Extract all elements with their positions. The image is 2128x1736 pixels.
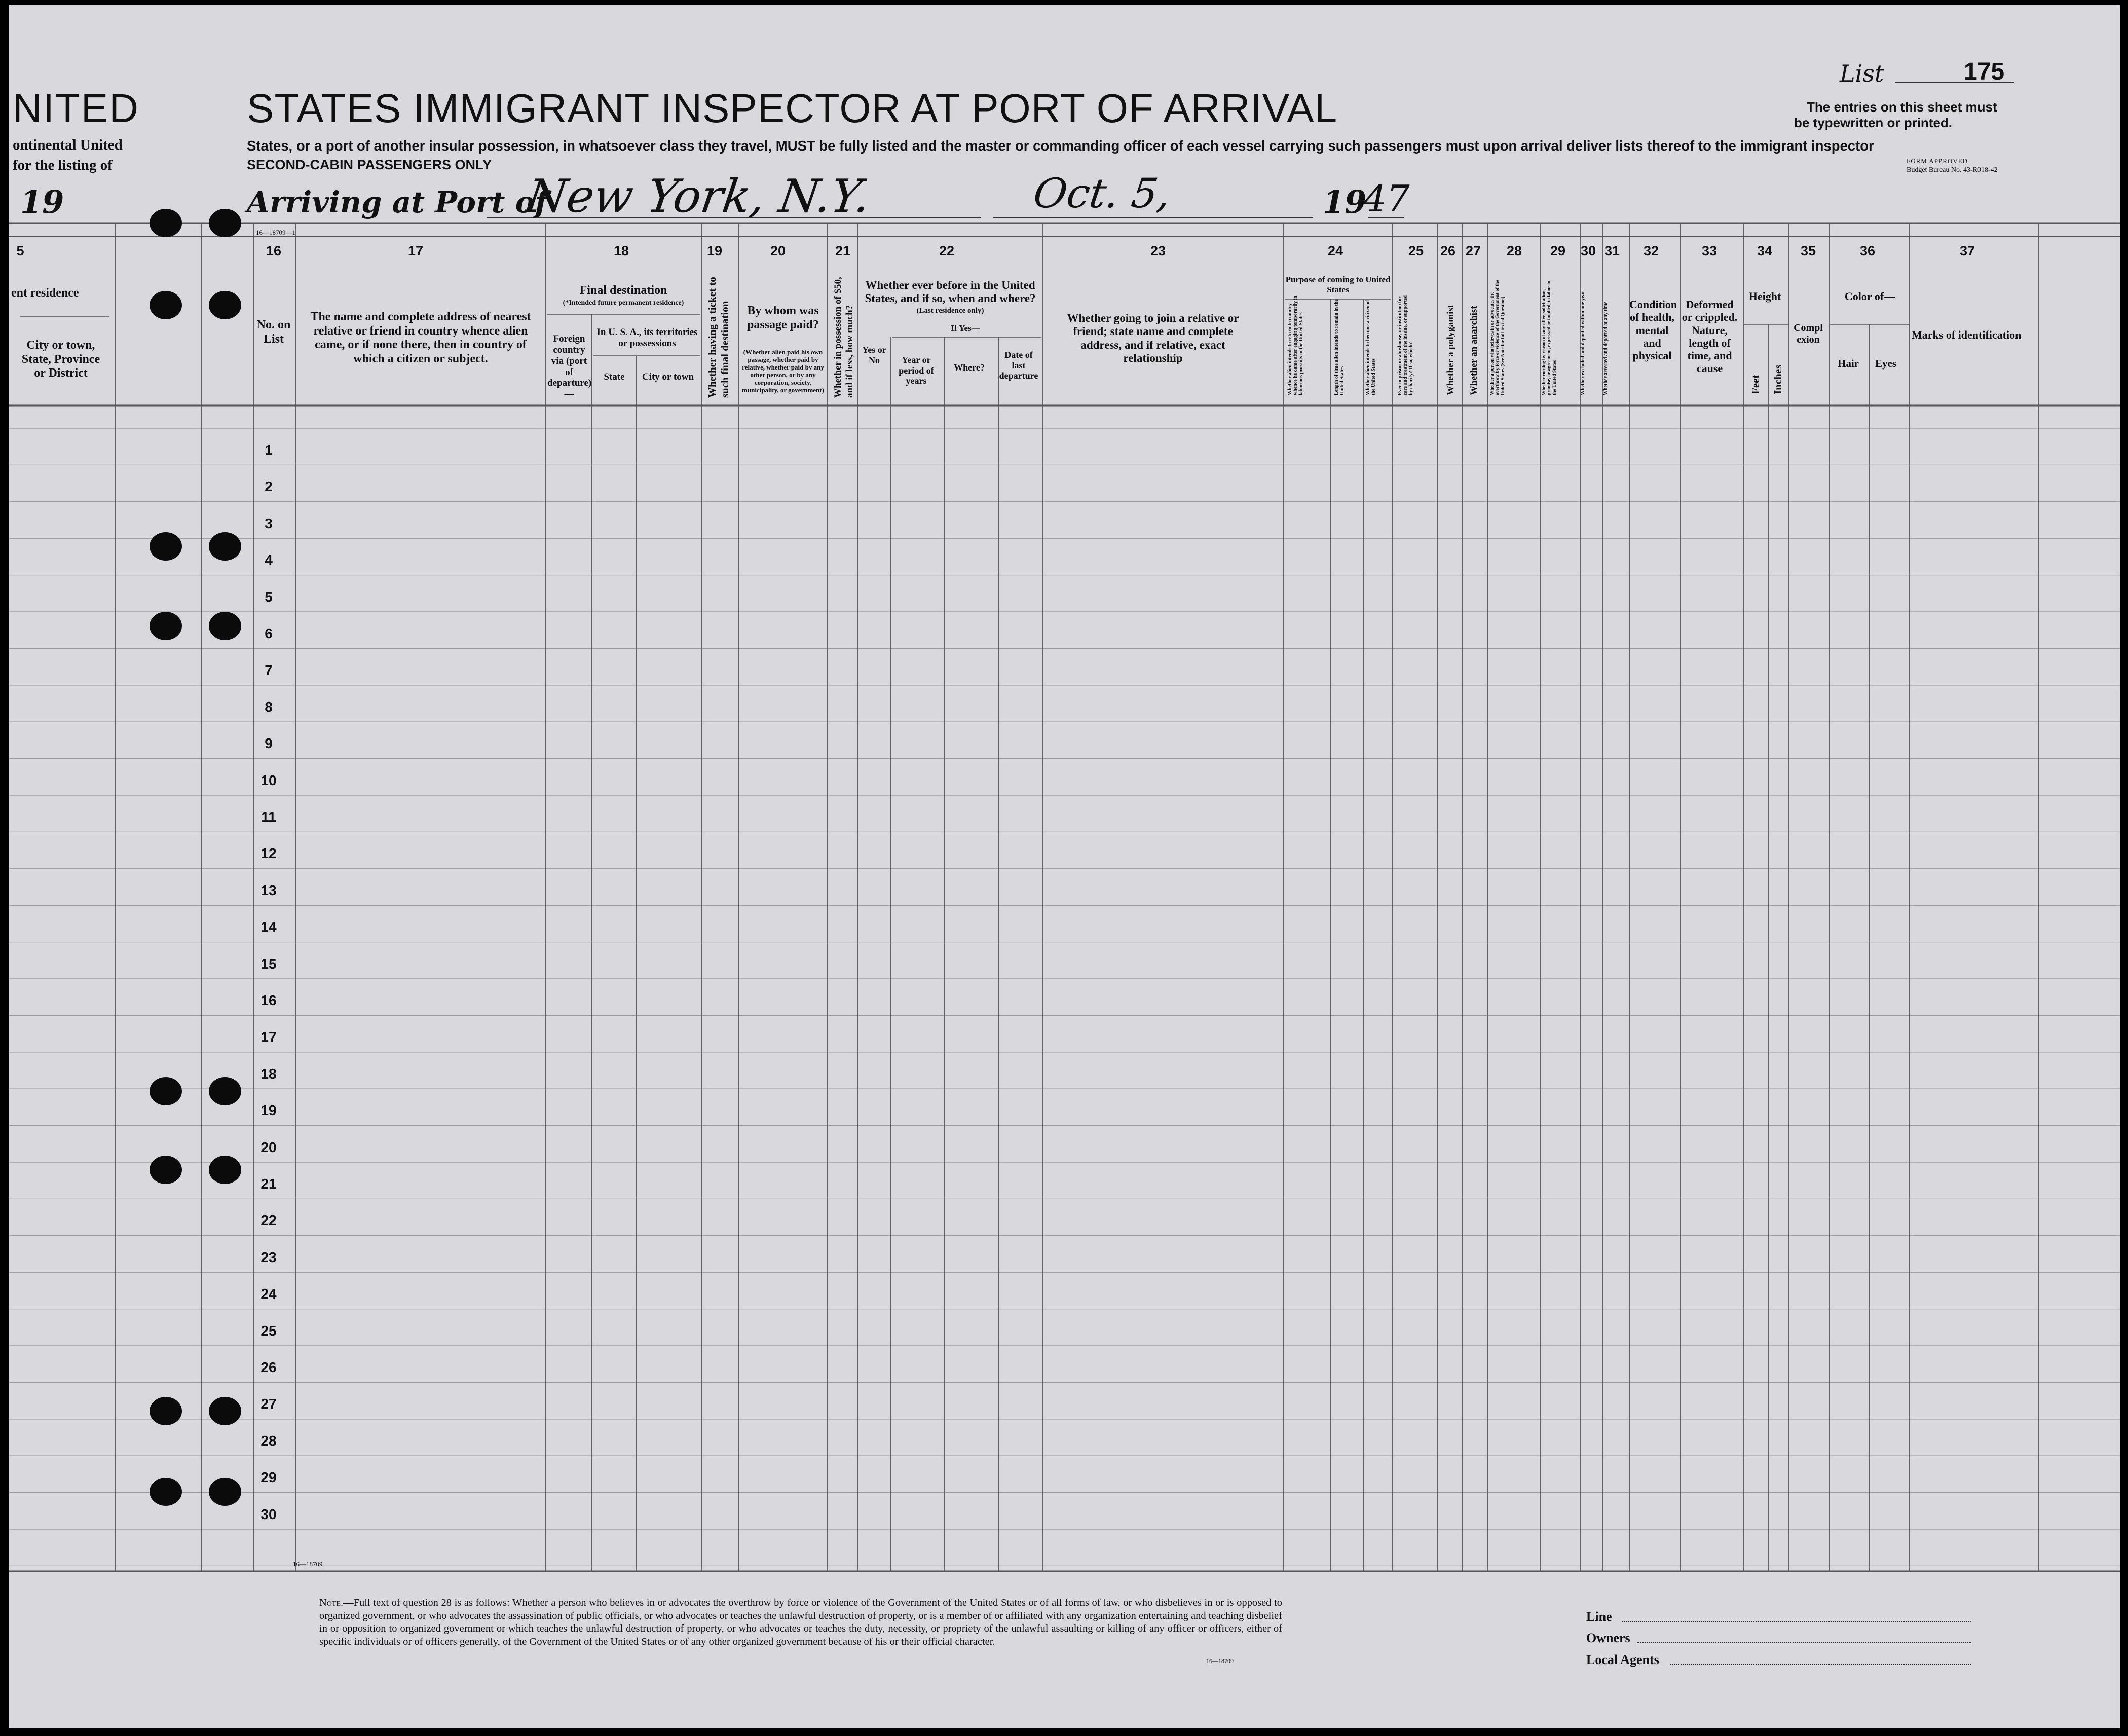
print-code-note: 16—18709	[1206, 1657, 1234, 1665]
col18-city: City or town	[642, 372, 694, 382]
col25-heading: Ever in prison or almshouse, or institution for care and treatment of the insane, or supported by charity? If so, which?	[1397, 295, 1414, 395]
entries-note-1: The entries on this sheet must	[1807, 99, 1997, 115]
col36-heading: Color of—	[1844, 290, 1895, 303]
punch-hole	[150, 1156, 182, 1184]
col22-note: (Last residence only)	[916, 307, 984, 315]
col23-heading: Whether going to join a relative or friend; state name and complete address, and if relative, exact relationship	[1067, 312, 1239, 365]
row-number: 7	[265, 662, 273, 678]
punch-hole	[209, 1397, 241, 1425]
row-number: 27	[260, 1396, 277, 1412]
row-number: 2	[265, 478, 273, 495]
col-number-37: 37	[1959, 243, 1975, 258]
title-fragment-left: NITED	[13, 86, 139, 131]
arriving-label: Arriving at Port of	[247, 185, 548, 219]
row-number: 13	[260, 882, 277, 898]
col18-note: (*Intended future permanent residence)	[563, 299, 684, 307]
col-number-33: 33	[1701, 243, 1718, 258]
punch-hole	[150, 612, 182, 640]
col33-heading: Deformed or crippled. Nature, length of time, and cause	[1682, 298, 1738, 375]
col31-heading: Whether arrested and deported at any time	[1603, 301, 1609, 395]
col21-heading: Whether in possession of $50, and if less, how much?	[833, 277, 855, 398]
col-number-32: 32	[1643, 243, 1659, 258]
col28-heading: Whether a person who believes in or advocates the overthrow by force or violence of the Government of the United States (See Note for full text of Question)	[1490, 280, 1506, 395]
col34-inches: Inches	[1772, 364, 1784, 394]
col36-eyes: Eyes	[1875, 357, 1896, 370]
col-number-28: 28	[1506, 243, 1522, 258]
row-number: 8	[265, 698, 273, 715]
col35-heading: Complexion	[1794, 322, 1823, 345]
row-number: 16	[260, 992, 277, 1008]
note-lead: Note.	[319, 1597, 344, 1608]
intro-line: States, or a port of another insular possession, in whatsoever class they travel, MUST be fully listed and the master or commanding officer of each vessel carrying such passengers must upon arrival deliver lists thereof to the immigrant inspector	[247, 138, 1874, 154]
col37-heading: Marks of identification	[1912, 328, 2022, 341]
row-number: 28	[260, 1432, 277, 1449]
row-number: 18	[260, 1065, 277, 1082]
row-number: 10	[260, 772, 277, 788]
line-field[interactable]	[1622, 1621, 1971, 1622]
owners-label: Owners	[1586, 1631, 1630, 1645]
intro-left-2: for the listing of	[13, 157, 113, 173]
budget-bureau: Budget Bureau No. 43-R018-42	[1907, 166, 1998, 174]
punch-hole	[209, 1156, 241, 1184]
col24-title: Purpose of coming to United States	[1285, 275, 1391, 294]
col-number-26: 26	[1440, 243, 1456, 258]
col32-heading: Condition of health, mental and physical	[1629, 298, 1677, 362]
row-number: 9	[265, 735, 273, 752]
year-handwritten: 47	[1363, 177, 1410, 220]
punch-hole	[209, 532, 241, 561]
punch-hole	[150, 209, 182, 237]
col-number-21: 21	[835, 243, 851, 258]
col16-heading: No. on List	[256, 318, 291, 346]
row-number: 4	[265, 552, 273, 568]
col-number-36: 36	[1859, 243, 1876, 258]
col22-year: Year or period of years	[899, 355, 934, 386]
intro-left-1: ontinental United	[13, 137, 123, 153]
col-number-30: 30	[1580, 243, 1596, 258]
row-number: 17	[260, 1029, 277, 1045]
col-number-22: 22	[939, 243, 955, 258]
col15-heading: ent residence	[11, 286, 79, 300]
col18-foreign: Foreign country via (port of departure)—	[547, 334, 592, 400]
punch-hole	[209, 209, 241, 237]
row-number: 6	[265, 625, 273, 641]
class-line: SECOND-CABIN PASSENGERS ONLY	[247, 157, 492, 172]
note-text: —Full text of question 28 is as follows: Whether a person who believes in or advocates the overthrow by force or violence of the Government of the United States or of all forms of law, or who disbelieves in or is opposed to organized government, or who advocates the assassination of public officials, or who advocates or teaches the unlawful destruction of property, or is a member of or affiliated with any organization entertaining and teaching disbelief in or opposition to organized government or which teaches the unlawful destruction of property, or who advocates or teaches the duty, necessity, or propriety of the unlawful assaulting or killing of any officer or officers, either of specific individuals or of officers generally, of the Government of the United States or of any other organized government because of his or their official character.	[319, 1597, 1282, 1647]
col34-feet: Feet	[1749, 375, 1762, 394]
row-number: 26	[260, 1359, 277, 1375]
row-number: 30	[260, 1506, 277, 1522]
col-number-27: 27	[1465, 243, 1481, 258]
owners-field[interactable]	[1637, 1642, 1971, 1643]
row-number: 24	[260, 1286, 277, 1302]
col36-hair: Hair	[1838, 357, 1859, 370]
row-number: 15	[260, 955, 277, 972]
col-number-24: 24	[1327, 243, 1343, 258]
print-code-bottom: 16—18709	[293, 1560, 323, 1568]
year-prefix: 19	[1323, 183, 1367, 220]
print-code-top: 16—18709—1	[256, 229, 295, 236]
page-title: STATES IMMIGRANT INSPECTOR AT PORT OF ARRIVAL	[247, 86, 1338, 131]
row-number: 11	[261, 809, 276, 825]
year-fragment-left: 19	[20, 183, 64, 220]
col-number-23: 23	[1150, 243, 1166, 258]
punch-hole	[150, 1077, 182, 1105]
punch-hole	[150, 1478, 182, 1506]
col-number-35: 35	[1800, 243, 1816, 258]
col-number-17: 17	[407, 243, 424, 258]
punch-hole	[150, 291, 182, 319]
col30-heading: Whether excluded and deported within one year	[1580, 291, 1586, 395]
col22-ifyes: If Yes—	[951, 323, 980, 333]
list-number: 175	[1964, 58, 2005, 85]
col-number-29: 29	[1550, 243, 1566, 258]
col-number-31: 31	[1604, 243, 1620, 258]
col24-b: Length of time alien intends to remain in the United States	[1334, 299, 1345, 395]
row-number: 29	[260, 1469, 277, 1486]
col20-note: (Whether alien paid his own passage, whether paid by relative, whether paid by any other person, or by any corporation, society, municipality, or government)	[742, 348, 824, 394]
row-number: 14	[260, 919, 277, 935]
col-number-25: 25	[1408, 243, 1424, 258]
row-number: 21	[260, 1176, 277, 1192]
punch-hole	[209, 291, 241, 319]
punch-hole	[150, 1397, 182, 1425]
col22-yesno: Yes or No	[862, 345, 886, 365]
col20-title: By whom was passage paid?	[746, 304, 819, 331]
col18-state: State	[604, 372, 625, 382]
row-number: 3	[265, 515, 273, 531]
row-number: 22	[260, 1212, 277, 1229]
port-handwritten: New York, N.Y.	[523, 170, 874, 223]
row-number: 5	[265, 588, 273, 605]
col24-c: Whether alien intends to become a citizen of the United States	[1365, 300, 1376, 395]
col-number-16: 16	[266, 243, 282, 258]
col27-heading: Whether an anarchist	[1469, 306, 1479, 395]
col29-heading: Whether coming by reason of any offer, solicitation, promise, or agreement, expressed or implied, to labor in the United States	[1542, 280, 1557, 395]
punch-hole	[209, 1077, 241, 1105]
col22-date: Date of last departure	[999, 350, 1038, 381]
col22-title: Whether ever before in the United States, and if so, when and where?	[865, 279, 1036, 305]
agents-label: Local Agents	[1586, 1652, 1659, 1667]
punch-hole	[209, 612, 241, 640]
entries-note-2: be typewritten or printed.	[1794, 115, 1953, 130]
punch-hole	[150, 532, 182, 561]
col-number-18: 18	[613, 243, 629, 258]
col18-usa: In U. S. A., its territories or possessions	[596, 327, 698, 349]
col-number-34: 34	[1757, 243, 1773, 258]
list-label: List	[1840, 60, 1884, 87]
row-number: 12	[260, 845, 277, 862]
col22-where: Where?	[954, 362, 985, 373]
date-handwritten: Oct. 5,	[1030, 170, 1174, 217]
row-number: 19	[260, 1102, 277, 1119]
question-28-note	[319, 1597, 1282, 1649]
col19-heading: Whether having a ticket to such final destination	[706, 277, 731, 398]
col34-heading: Height	[1748, 290, 1781, 303]
col18-title: Final destination	[579, 284, 667, 297]
col-number-15: 5	[16, 243, 24, 258]
col-number-19: 19	[706, 243, 723, 258]
punch-hole	[209, 1478, 241, 1506]
row-number: 25	[260, 1322, 277, 1339]
col-number-20: 20	[770, 243, 786, 258]
line-label: Line	[1586, 1609, 1612, 1624]
row-number: 1	[265, 442, 273, 458]
agents-field[interactable]	[1670, 1664, 1971, 1665]
row-number: 23	[260, 1249, 277, 1265]
col26-heading: Whether a polygamist	[1445, 304, 1456, 395]
row-number: 20	[260, 1139, 277, 1155]
col24-a: Whether alien intends to return to country whence he came after engaging temporarily in laborious pursuits in the United States	[1287, 296, 1304, 395]
form-approved: FORM APPROVED	[1907, 157, 1968, 165]
col15-sub: City or town, State, Province or District	[21, 339, 100, 380]
col17-heading: The name and complete address of nearest relative or friend in country whence alien came, or if none there, then in country of which a citizen or subject.	[310, 310, 531, 365]
